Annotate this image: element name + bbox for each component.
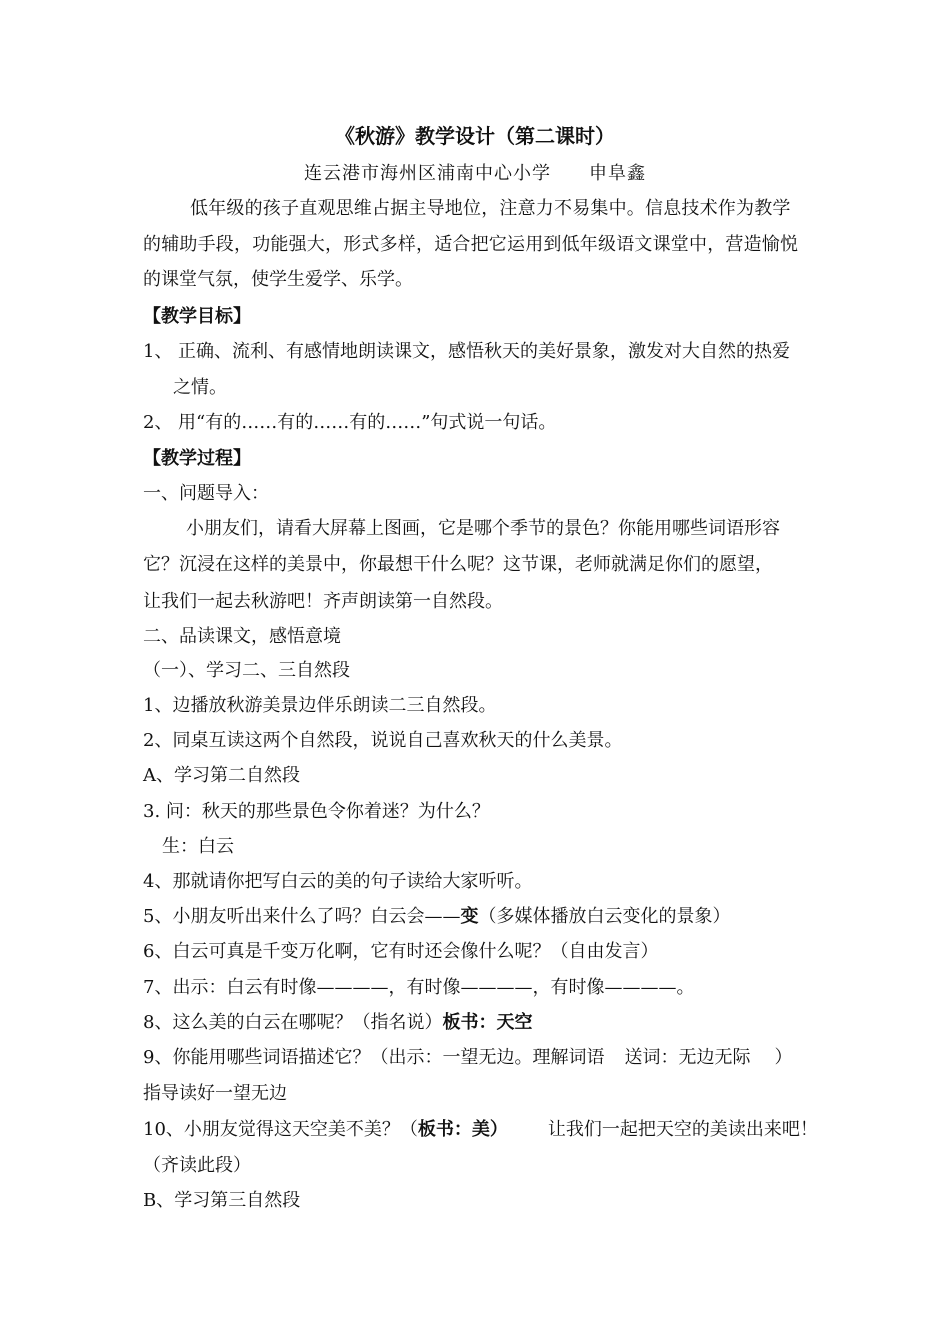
step-8-board-note: 板书：天空: [442, 1012, 533, 1033]
step-10-note: （齐读此段）: [143, 1155, 251, 1176]
step-5-note: （多媒体播放白云变化的景象）: [478, 906, 731, 927]
goal-2-line: 用“有的……有的……有的……”句式说一句话。: [178, 412, 557, 433]
step-5: [143, 905, 730, 929]
step-7: 7、出示：白云有时像————，有时像————，有时像————。: [143, 977, 695, 998]
goal-1-line-2: 之情。: [173, 377, 227, 398]
part-a-heading: A、学习第二自然段: [143, 765, 300, 786]
step-9-word: 送词：无边无际: [624, 1047, 751, 1068]
step-1: 1、边播放秋游美景边伴乐朗读二三自然段。: [143, 695, 497, 716]
step-5-text: 5、小朋友听出来什么了吗？白云会——: [143, 906, 461, 927]
step-8: [143, 1011, 532, 1035]
step-10-board-note: 板书：美）: [417, 1119, 508, 1140]
step-5-keyword: 变: [460, 906, 479, 927]
goals-heading: 【教学目标】: [143, 306, 251, 327]
step-2: 2、同桌互读这两个自然段，说说自己喜欢秋天的什么美景。: [143, 730, 623, 751]
intro-paragraph-line-3: 让我们一起去秋游吧！齐声朗读第一自然段。: [143, 591, 503, 612]
step-3: 3. 问：秋天的那些景色令你着迷？为什么？: [143, 801, 490, 822]
section-2-heading: 二、品读课文，感悟意境: [143, 626, 341, 647]
section-1-heading: 一、问题导入：: [143, 483, 269, 504]
intro-line-3: 的课堂气氛，使学生爱学、乐学。: [143, 269, 413, 290]
author-line: [0, 162, 950, 186]
intro-paragraph-line-2: 它？沉浸在这样的美景中，你最想干什么呢？这节课，老师就满足你们的愿望，: [143, 554, 773, 575]
step-9-close: ）: [774, 1047, 793, 1068]
step-8-text: 8、这么美的白云在哪呢？（指名说）: [143, 1012, 443, 1033]
step-6: 6、白云可真是千变万化啊，它有时还会像什么呢？（自由发言）: [143, 941, 659, 962]
subsection-1-heading: （一）、学习二、三自然段: [143, 660, 350, 681]
step-3-answer: 生：白云: [162, 836, 234, 857]
goal-1-line-1: 正确、流利、有感情地朗读课文，感悟秋天的美好景象，激发对大自然的热爱: [178, 341, 790, 362]
process-heading: 【教学过程】: [143, 448, 251, 469]
step-9-reading: 指导读好一望无边: [143, 1083, 287, 1104]
author-school: 连云港市海州区浦南中心小学: [304, 163, 551, 184]
step-9-text: 9、你能用哪些词语描述它？（出示：一望无边。理解词语: [143, 1047, 605, 1068]
step-4: 4、那就请你把写白云的美的句子读给大家听听。: [143, 871, 533, 892]
step-10-text: 10、小朋友觉得这天空美不美？（: [143, 1119, 418, 1140]
part-b-heading: B、学习第三自然段: [143, 1190, 301, 1211]
step-10-invite: 让我们一起把天空的美读出来吧！: [547, 1119, 818, 1140]
goal-2-number: 2、: [143, 412, 173, 433]
intro-line-2: 的辅助手段，功能强大，形式多样，适合把它运用到低年级语文课堂中，营造愉悦: [143, 234, 799, 255]
author-name: 申阜鑫: [589, 163, 646, 184]
step-9: [143, 1046, 792, 1070]
step-10: [143, 1118, 818, 1142]
intro-line-1: 低年级的孩子直观思维占据主导地位，注意力不易集中。信息技术作为教学: [190, 198, 791, 219]
goal-1-number: 1、: [143, 341, 173, 362]
intro-paragraph-line-1: 小朋友们，请看大屏幕上图画，它是哪个季节的景色？你能用哪些词语形容: [186, 518, 780, 539]
document-title: 《秋游》教学设计（第二课时）: [335, 124, 615, 148]
